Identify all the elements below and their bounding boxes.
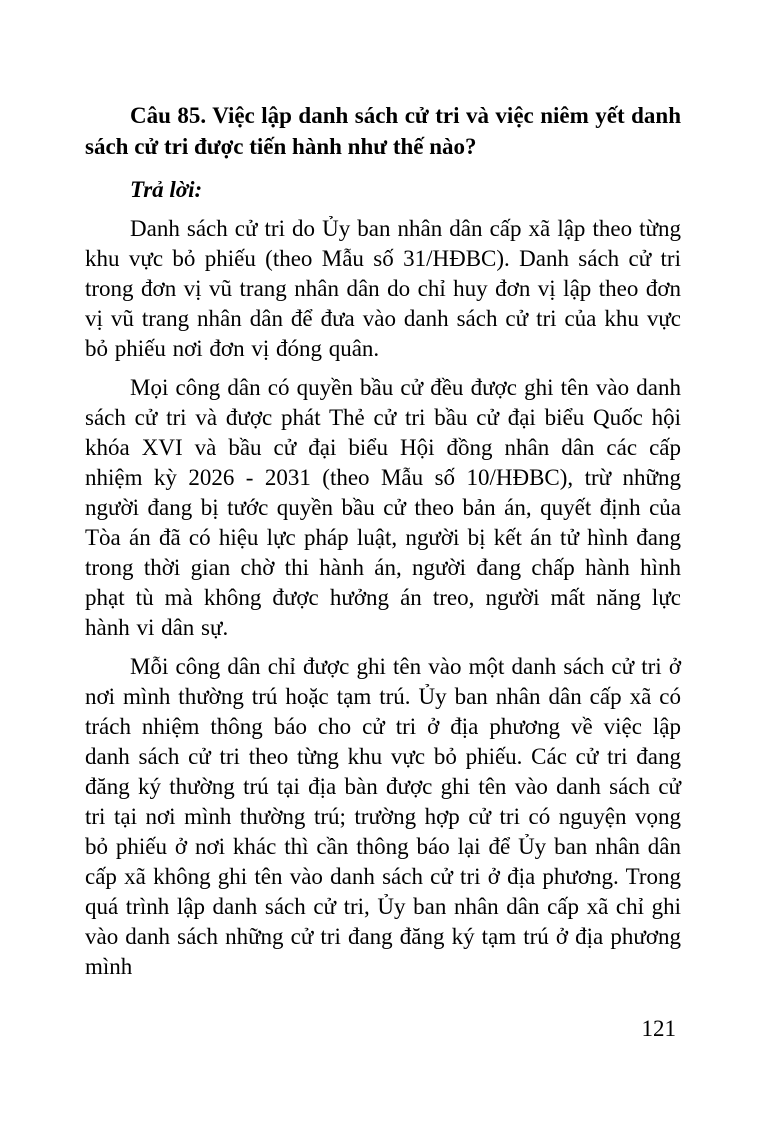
paragraph-voter-card-eligibility: Mọi công dân có quyền bầu cử đều được ghi tên vào danh sách cử tri và được phát Thẻ cử tri bầu cử đại biểu Quốc hội khóa XVI và bầu cử đại biểu Hội đồng nhân dân các cấp nhiệm kỳ 2026 - 2031 (theo Mẫu số 10/HĐBC), trừ những người đang bị tước quyền bầu cử theo bản án, quyết định của Tòa án đã có hiệu lực pháp luật, người bị kết án tử hình đang trong thời gian chờ thi hành án, người đang chấp hành hình phạt tù mà không được hưởng án treo, người mất năng lực hành vi dân sự. [85, 375, 681, 640]
paragraph-residence-registration: Mỗi công dân chỉ được ghi tên vào một danh sách cử tri ở nơi mình thường trú hoặc tạm trú. Ủy ban nhân dân cấp xã có trách nhiệm thông báo cho cử tri ở địa phương về việc lập danh sách cử tri theo từng khu vực bỏ phiếu. Các cử tri đang đăng ký thường trú tại địa bàn được ghi tên vào danh sách cử tri tại nơi mình thường trú; trường hợp cử tri có nguyện vọng bỏ phiếu ở nơi khác thì cần thông báo lại để Ủy ban nhân dân cấp xã không ghi tên vào danh sách cử tri ở địa phương. Trong quá trình lập danh sách cử tri, Ủy ban nhân dân cấp xã chỉ ghi vào danh sách những cử tri đang đăng ký tạm trú ở địa phương mình [85, 654, 681, 979]
question-heading: Câu 85. Việc lập danh sách cử tri và việc niêm yết danh sách cử tri được tiến hành như thế nào? [85, 103, 681, 159]
page-number: 121 [641, 1016, 676, 1041]
text-block [85, 100, 681, 991]
paragraph-voter-list-creation: Danh sách cử tri do Ủy ban nhân dân cấp xã lập theo từng khu vực bỏ phiếu (theo Mẫu số 31/HĐBC). Danh sách cử tri trong đơn vị vũ trang nhân dân do chỉ huy đơn vị lập theo đơn vị vũ trang nhân dân để đưa vào danh sách cử tri của khu vực bỏ phiếu nơi đơn vị đóng quân. [85, 216, 681, 361]
answer-label: Trả lời: [130, 177, 203, 202]
